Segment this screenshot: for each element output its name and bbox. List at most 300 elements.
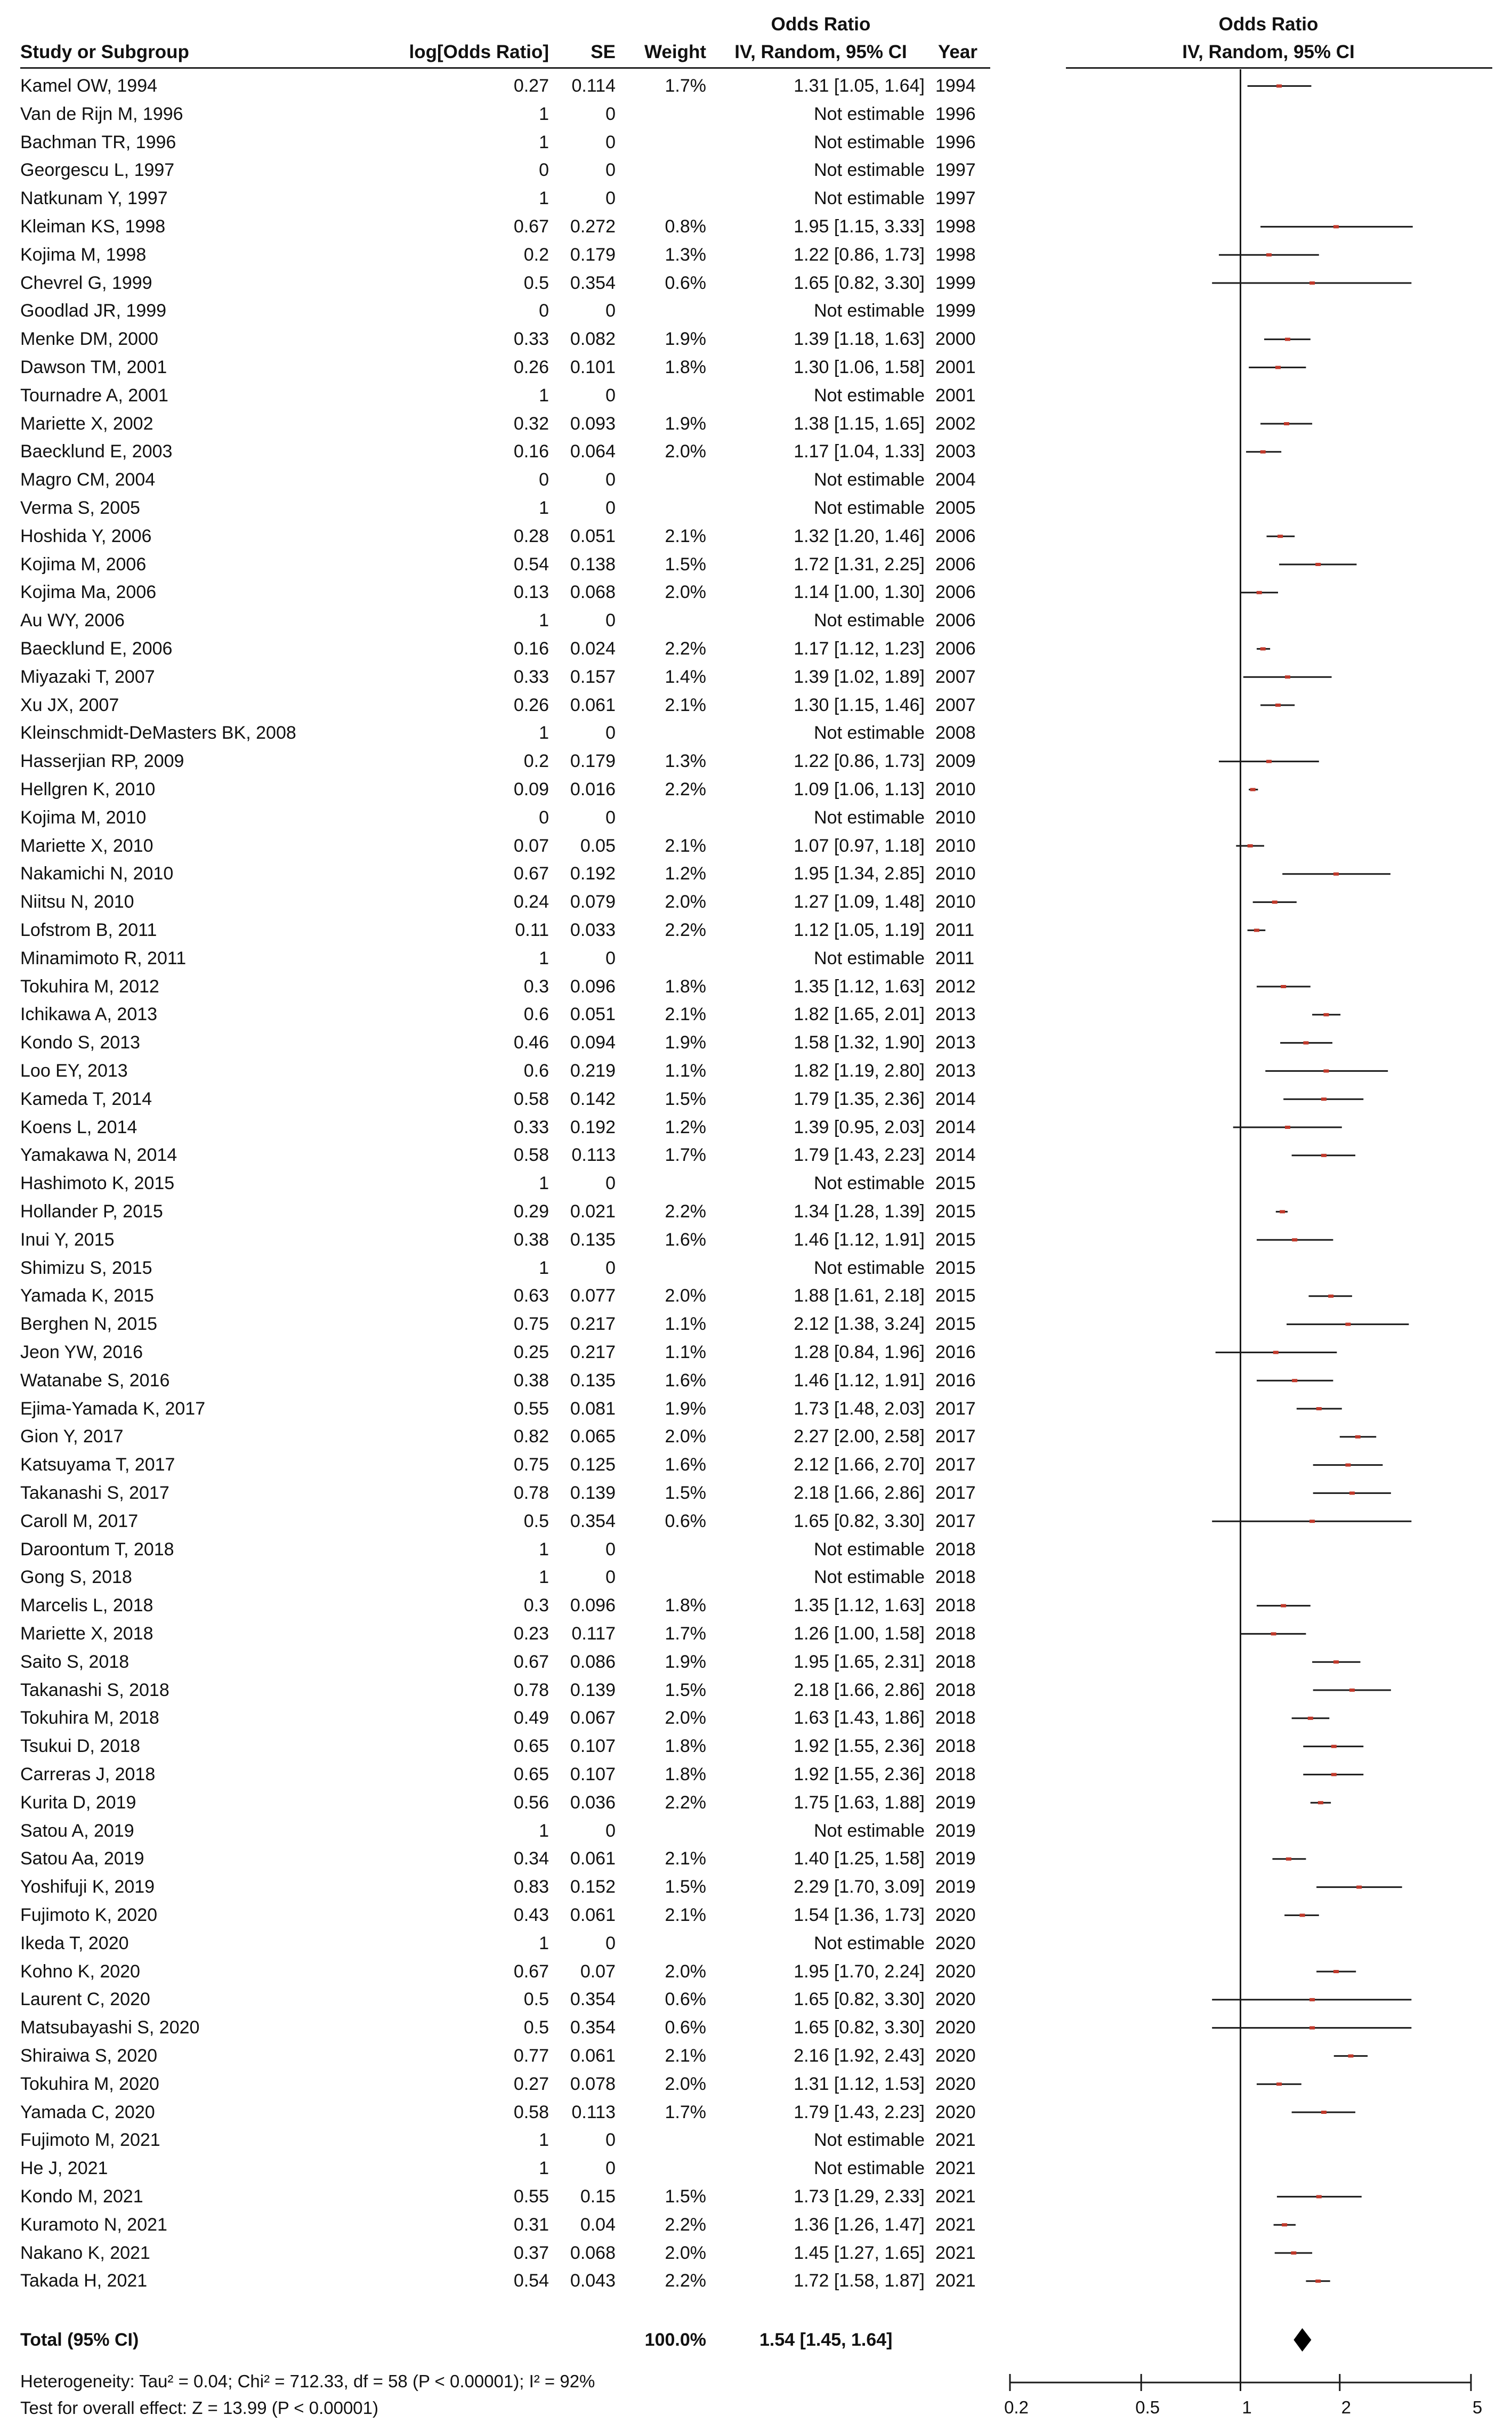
- standard-error: 0.04: [580, 2214, 616, 2235]
- study-year: 2017: [935, 1511, 976, 1531]
- log-odds-ratio: 0.67: [513, 1651, 549, 1672]
- study-year: 2013: [935, 1061, 976, 1081]
- standard-error: 0.107: [570, 1736, 616, 1757]
- standard-error: 0.05: [580, 835, 616, 856]
- study-year: 1998: [935, 244, 976, 265]
- study-year: 2019: [935, 1848, 976, 1869]
- study-year: 2001: [935, 357, 976, 377]
- log-odds-ratio: 0.55: [513, 2186, 549, 2207]
- study-year: 2013: [935, 1004, 976, 1025]
- log-odds-ratio: 1: [539, 498, 549, 518]
- log-odds-ratio: 0.49: [513, 1708, 549, 1729]
- study-name: Kondo S, 2013: [20, 1032, 140, 1053]
- study-weight: 1.9%: [665, 1398, 706, 1419]
- study-name: Koens L, 2014: [20, 1117, 138, 1137]
- study-year: 1999: [935, 272, 976, 293]
- study-point-estimate: [1260, 450, 1266, 454]
- odds-ratio-ci: 1.26 [1.00, 1.58]: [794, 1624, 925, 1644]
- standard-error: 0.354: [570, 1989, 616, 2010]
- study-point-estimate: [1321, 1097, 1327, 1101]
- log-odds-ratio: 0.5: [523, 272, 549, 293]
- study-name: Kuramoto N, 2021: [20, 2214, 167, 2235]
- study-name: Chevrel G, 1999: [20, 272, 152, 293]
- study-point-estimate: [1285, 1126, 1290, 1129]
- standard-error: 0.217: [570, 1342, 616, 1362]
- odds-ratio-ci: Not estimable: [814, 160, 925, 181]
- plot-header-title: Odds Ratio: [1218, 14, 1319, 35]
- odds-ratio-ci: Not estimable: [814, 948, 925, 968]
- log-odds-ratio: 0.37: [513, 2242, 549, 2263]
- study-point-estimate: [1333, 1660, 1339, 1663]
- standard-error: 0: [605, 103, 616, 124]
- x-tick-label: 0.5: [1135, 2397, 1160, 2417]
- study-year: 2021: [935, 2271, 976, 2291]
- standard-error: 0: [605, 1567, 616, 1588]
- study-weight: 2.2%: [665, 1201, 706, 1222]
- study-year: 2013: [935, 1032, 976, 1053]
- odds-ratio-ci: 2.27 [2.00, 2.58]: [794, 1426, 925, 1447]
- study-year: 2021: [935, 2186, 976, 2207]
- standard-error: 0.354: [570, 1511, 616, 1531]
- study-name: Bachman TR, 1996: [20, 132, 176, 152]
- odds-ratio-ci: 1.65 [0.82, 3.30]: [794, 1511, 925, 1531]
- study-point-estimate: [1303, 1041, 1308, 1045]
- study-point-estimate: [1250, 788, 1256, 791]
- study-weight: 1.2%: [665, 863, 706, 884]
- standard-error: 0.219: [570, 1061, 616, 1081]
- study-name: Katsuyama T, 2017: [20, 1455, 175, 1475]
- odds-ratio-ci: Not estimable: [814, 723, 925, 744]
- study-name: Georgescu L, 1997: [20, 160, 175, 181]
- study-point-estimate: [1309, 1998, 1315, 2001]
- standard-error: 0.061: [570, 694, 616, 715]
- study-year: 2018: [935, 1708, 976, 1729]
- odds-ratio-ci: 1.79 [1.35, 2.36]: [794, 1088, 925, 1109]
- standard-error: 0: [605, 948, 616, 968]
- log-odds-ratio: 0.58: [513, 1145, 549, 1166]
- standard-error: 0: [605, 2130, 616, 2151]
- log-odds-ratio: 1: [539, 610, 549, 631]
- study-point-estimate: [1292, 1379, 1297, 1382]
- log-odds-ratio: 0.58: [513, 1088, 549, 1109]
- log-odds-ratio: 0.27: [513, 2073, 549, 2094]
- study-weight: 2.0%: [665, 1286, 706, 1306]
- standard-error: 0: [605, 385, 616, 406]
- study-year: 2006: [935, 639, 976, 659]
- log-odds-ratio: 0: [539, 470, 549, 490]
- standard-error: 0.179: [570, 751, 616, 772]
- standard-error: 0: [605, 1257, 616, 1278]
- study-year: 1999: [935, 301, 976, 321]
- odds-ratio-ci: Not estimable: [814, 301, 925, 321]
- study-name: Watanabe S, 2016: [20, 1370, 170, 1391]
- standard-error: 0.125: [570, 1455, 616, 1475]
- log-odds-ratio: 0.67: [513, 863, 549, 884]
- log-odds-ratio: 0.58: [513, 2102, 549, 2122]
- study-weight: 2.0%: [665, 2242, 706, 2263]
- study-weight: 2.1%: [665, 1905, 706, 1925]
- study-weight: 1.9%: [665, 413, 706, 434]
- study-name: Yoshifuji K, 2019: [20, 1877, 155, 1897]
- study-weight: 0.6%: [665, 2017, 706, 2038]
- study-year: 1997: [935, 160, 976, 181]
- standard-error: 0: [605, 132, 616, 152]
- study-year: 2018: [935, 1567, 976, 1588]
- study-point-estimate: [1273, 1351, 1279, 1354]
- study-year: 2020: [935, 1961, 976, 1982]
- study-name: Nakamichi N, 2010: [20, 863, 174, 884]
- odds-ratio-ci: Not estimable: [814, 103, 925, 124]
- standard-error: 0.082: [570, 329, 616, 350]
- study-weight: 0.6%: [665, 1989, 706, 2010]
- study-year: 2008: [935, 723, 976, 744]
- study-weight: 1.2%: [665, 1117, 706, 1137]
- odds-ratio-ci: 1.07 [0.97, 1.18]: [794, 835, 925, 856]
- study-weight: 2.1%: [665, 1848, 706, 1869]
- study-name: Kohno K, 2020: [20, 1961, 140, 1982]
- log-odds-ratio: 0.54: [513, 554, 549, 575]
- study-weight: 1.8%: [665, 1764, 706, 1784]
- header-se: SE: [591, 42, 616, 62]
- odds-ratio-ci: 1.82 [1.65, 2.01]: [794, 1004, 925, 1025]
- study-point-estimate: [1260, 647, 1266, 650]
- study-year: 2005: [935, 498, 976, 518]
- log-odds-ratio: 0.32: [513, 413, 549, 434]
- study-name: Daroontum T, 2018: [20, 1539, 174, 1560]
- study-name: Tokuhira M, 2018: [20, 1708, 159, 1729]
- standard-error: 0: [605, 807, 616, 828]
- standard-error: 0.135: [570, 1370, 616, 1391]
- standard-error: 0.068: [570, 582, 616, 603]
- study-name: Kleiman KS, 1998: [20, 216, 166, 237]
- study-year: 2020: [935, 1989, 976, 2010]
- study-point-estimate: [1285, 338, 1290, 341]
- log-odds-ratio: 0.83: [513, 1877, 549, 1897]
- study-weight: 2.0%: [665, 582, 706, 603]
- standard-error: 0: [605, 188, 616, 209]
- odds-ratio-ci: Not estimable: [814, 1567, 925, 1588]
- study-weight: 2.2%: [665, 1792, 706, 1813]
- study-point-estimate: [1285, 675, 1290, 679]
- study-name: Matsubayashi S, 2020: [20, 2017, 200, 2038]
- odds-ratio-ci: 1.92 [1.55, 2.36]: [794, 1764, 925, 1784]
- study-year: 2007: [935, 666, 976, 687]
- study-name: Laurent C, 2020: [20, 1989, 150, 2010]
- odds-ratio-ci: Not estimable: [814, 2158, 925, 2179]
- study-year: 2021: [935, 2130, 976, 2151]
- odds-ratio-ci: 1.28 [0.84, 1.96]: [794, 1342, 925, 1362]
- study-year: 2021: [935, 2242, 976, 2263]
- study-point-estimate: [1266, 253, 1272, 256]
- study-year: 2010: [935, 892, 976, 912]
- study-point-estimate: [1315, 563, 1321, 566]
- standard-error: 0.272: [570, 216, 616, 237]
- study-weight: 1.6%: [665, 1229, 706, 1250]
- study-year: 2014: [935, 1117, 976, 1137]
- study-point-estimate: [1309, 1520, 1315, 1523]
- log-odds-ratio: 1: [539, 1567, 549, 1588]
- standard-error: 0.113: [571, 1145, 616, 1166]
- log-odds-ratio: 0.75: [513, 1314, 549, 1335]
- study-point-estimate: [1266, 760, 1272, 763]
- study-name: Nakano K, 2021: [20, 2242, 150, 2263]
- standard-error: 0.081: [570, 1398, 616, 1419]
- odds-ratio-ci: 1.39 [1.18, 1.63]: [794, 329, 925, 350]
- odds-ratio-ci: 1.12 [1.05, 1.19]: [794, 920, 925, 940]
- x-tick-label: 5: [1472, 2397, 1483, 2417]
- study-weight: 1.7%: [665, 1624, 706, 1644]
- standard-error: 0.117: [571, 1624, 616, 1644]
- study-year: 2012: [935, 976, 976, 997]
- study-point-estimate: [1333, 873, 1339, 876]
- study-point-estimate: [1291, 2251, 1296, 2255]
- study-year: 2018: [935, 1624, 976, 1644]
- study-year: 1996: [935, 132, 976, 152]
- study-point-estimate: [1277, 535, 1283, 538]
- study-name: Marcelis L, 2018: [20, 1595, 153, 1616]
- standard-error: 0: [605, 1173, 616, 1194]
- standard-error: 0.217: [570, 1314, 616, 1335]
- standard-error: 0: [605, 2158, 616, 2179]
- log-odds-ratio: 0.33: [513, 1117, 549, 1137]
- study-point-estimate: [1323, 1013, 1329, 1016]
- standard-error: 0.139: [570, 1483, 616, 1503]
- study-name: Mariette X, 2010: [20, 835, 153, 856]
- odds-ratio-ci: 1.79 [1.43, 2.23]: [794, 1145, 925, 1166]
- study-weight: 1.7%: [665, 76, 706, 96]
- study-name: Mariette X, 2018: [20, 1624, 153, 1644]
- study-point-estimate: [1323, 1069, 1329, 1072]
- standard-error: 0.135: [570, 1229, 616, 1250]
- log-odds-ratio: 0.2: [523, 244, 549, 265]
- overall-effect-text: Test for overall effect: Z = 13.99 (P < 0.00001): [20, 2398, 379, 2418]
- study-year: 2016: [935, 1342, 976, 1362]
- study-weight: 1.3%: [665, 751, 706, 772]
- study-name: Magro CM, 2004: [20, 470, 156, 490]
- log-odds-ratio: 0.55: [513, 1398, 549, 1419]
- study-point-estimate: [1321, 2111, 1327, 2114]
- study-year: 2007: [935, 694, 976, 715]
- x-tick-label: 1: [1242, 2397, 1252, 2417]
- study-name: Tournadre A, 2001: [20, 385, 168, 406]
- study-point-estimate: [1318, 1801, 1323, 1804]
- study-year: 2019: [935, 1792, 976, 1813]
- standard-error: 0.07: [580, 1961, 616, 1982]
- log-odds-ratio: 1: [539, 723, 549, 744]
- study-point-estimate: [1331, 1745, 1337, 1748]
- study-point-estimate: [1280, 1210, 1285, 1213]
- study-name: Miyazaki T, 2007: [20, 666, 155, 687]
- standard-error: 0.107: [570, 1764, 616, 1784]
- study-name: Baecklund E, 2006: [20, 639, 173, 659]
- odds-ratio-ci: 1.65 [0.82, 3.30]: [794, 272, 925, 293]
- standard-error: 0.354: [570, 2017, 616, 2038]
- odds-ratio-ci: 1.45 [1.27, 1.65]: [794, 2242, 925, 2263]
- study-point-estimate: [1355, 1435, 1361, 1439]
- odds-ratio-ci: 1.31 [1.05, 1.64]: [794, 76, 925, 96]
- study-point-estimate: [1284, 422, 1289, 425]
- log-odds-ratio: 0.65: [513, 1764, 549, 1784]
- study-weight: 2.1%: [665, 2046, 706, 2066]
- standard-error: 0.079: [570, 892, 616, 912]
- study-name: Baecklund E, 2003: [20, 441, 173, 462]
- study-weight: 2.0%: [665, 1961, 706, 1982]
- odds-ratio-ci: 1.46 [1.12, 1.91]: [794, 1370, 925, 1391]
- study-weight: 2.1%: [665, 835, 706, 856]
- study-name: Niitsu N, 2010: [20, 892, 134, 912]
- odds-ratio-ci: Not estimable: [814, 132, 925, 152]
- log-odds-ratio: 1: [539, 2130, 549, 2151]
- study-name: Tokuhira M, 2012: [20, 976, 159, 997]
- study-weight: 1.9%: [665, 329, 706, 350]
- standard-error: 0.065: [570, 1426, 616, 1447]
- odds-ratio-ci: 1.82 [1.19, 2.80]: [794, 1061, 925, 1081]
- study-point-estimate: [1345, 1464, 1351, 1467]
- study-weight: 2.2%: [665, 920, 706, 940]
- study-year: 2015: [935, 1286, 976, 1306]
- log-odds-ratio: 0.27: [513, 76, 549, 96]
- standard-error: 0.061: [570, 1848, 616, 1869]
- standard-error: 0.033: [570, 920, 616, 940]
- study-weight: 1.5%: [665, 1877, 706, 1897]
- study-weight: 2.0%: [665, 1708, 706, 1729]
- study-name: Caroll M, 2017: [20, 1511, 139, 1531]
- odds-ratio-ci: Not estimable: [814, 1539, 925, 1560]
- study-weight: 1.3%: [665, 244, 706, 265]
- study-weight: 2.1%: [665, 526, 706, 546]
- odds-ratio-ci: 1.32 [1.20, 1.46]: [794, 526, 925, 546]
- log-odds-ratio: 0.54: [513, 2271, 549, 2291]
- study-point-estimate: [1254, 928, 1259, 932]
- study-name: Kojima M, 1998: [20, 244, 147, 265]
- study-year: 2018: [935, 1764, 976, 1784]
- study-point-estimate: [1286, 1857, 1291, 1861]
- study-weight: 1.6%: [665, 1370, 706, 1391]
- study-year: 2020: [935, 2046, 976, 2066]
- odds-ratio-ci: 1.31 [1.12, 1.53]: [794, 2073, 925, 2094]
- study-year: 2000: [935, 329, 976, 350]
- total-weight: 100.0%: [644, 2330, 706, 2350]
- study-year: 2011: [935, 920, 975, 940]
- odds-ratio-ci: 2.18 [1.66, 2.86]: [794, 1679, 925, 1700]
- standard-error: 0: [605, 160, 616, 181]
- log-odds-ratio: 0.65: [513, 1736, 549, 1757]
- odds-ratio-ci: 1.30 [1.15, 1.46]: [794, 694, 925, 715]
- standard-error: 0.086: [570, 1651, 616, 1672]
- log-odds-ratio: 0.34: [513, 1848, 549, 1869]
- study-name: Satou A, 2019: [20, 1820, 134, 1841]
- odds-ratio-ci: 1.65 [0.82, 3.30]: [794, 2017, 925, 2038]
- log-odds-ratio: 0.13: [513, 582, 549, 603]
- standard-error: 0.016: [570, 779, 616, 799]
- standard-error: 0: [605, 1820, 616, 1841]
- odds-ratio-ci: Not estimable: [814, 1257, 925, 1278]
- study-name: Yamada K, 2015: [20, 1286, 154, 1306]
- log-odds-ratio: 0.29: [513, 1201, 549, 1222]
- odds-ratio-ci: Not estimable: [814, 188, 925, 209]
- odds-ratio-ci: 1.63 [1.43, 1.86]: [794, 1708, 925, 1729]
- odds-ratio-ci: 1.34 [1.28, 1.39]: [794, 1201, 925, 1222]
- odds-ratio-ci: Not estimable: [814, 1933, 925, 1953]
- study-year: 2014: [935, 1145, 976, 1166]
- log-odds-ratio: 0.26: [513, 694, 549, 715]
- study-name: He J, 2021: [20, 2158, 108, 2179]
- odds-ratio-ci: 1.73 [1.48, 2.03]: [794, 1398, 925, 1419]
- study-weight: 1.8%: [665, 1595, 706, 1616]
- log-odds-ratio: 1: [539, 103, 549, 124]
- study-weight: 1.5%: [665, 1483, 706, 1503]
- study-name: Ichikawa A, 2013: [20, 1004, 158, 1025]
- study-weight: 1.5%: [665, 1088, 706, 1109]
- standard-error: 0.077: [570, 1286, 616, 1306]
- study-name: Kurita D, 2019: [20, 1792, 136, 1813]
- odds-ratio-ci: 1.17 [1.04, 1.33]: [794, 441, 925, 462]
- log-odds-ratio: 0.75: [513, 1455, 549, 1475]
- odds-ratio-ci: Not estimable: [814, 2130, 925, 2151]
- study-name: Jeon YW, 2016: [20, 1342, 143, 1362]
- study-weight: 1.1%: [665, 1061, 706, 1081]
- study-year: 2010: [935, 779, 976, 799]
- study-name: Shiraiwa S, 2020: [20, 2046, 158, 2066]
- study-name: Ikeda T, 2020: [20, 1933, 129, 1953]
- standard-error: 0.152: [570, 1877, 616, 1897]
- study-name: Berghen N, 2015: [20, 1314, 158, 1335]
- standard-error: 0.061: [570, 2046, 616, 2066]
- study-point-estimate: [1308, 1717, 1313, 1720]
- standard-error: 0.051: [570, 1004, 616, 1025]
- odds-ratio-ci: 1.35 [1.12, 1.63]: [794, 1595, 925, 1616]
- study-name: Verma S, 2005: [20, 498, 140, 518]
- log-odds-ratio: 1: [539, 385, 549, 406]
- study-weight: 2.0%: [665, 1426, 706, 1447]
- standard-error: 0.064: [570, 441, 616, 462]
- odds-ratio-ci: 1.36 [1.26, 1.47]: [794, 2214, 925, 2235]
- study-name: Fujimoto M, 2021: [20, 2130, 160, 2151]
- log-odds-ratio: 0.25: [513, 1342, 549, 1362]
- odds-ratio-ci: 1.72 [1.58, 1.87]: [794, 2271, 925, 2291]
- study-weight: 0.6%: [665, 1511, 706, 1531]
- odds-ratio-ci: 1.95 [1.65, 2.31]: [794, 1651, 925, 1672]
- study-year: 1998: [935, 216, 976, 237]
- log-odds-ratio: 0.46: [513, 1032, 549, 1053]
- log-odds-ratio: 0.5: [523, 1511, 549, 1531]
- study-weight: 2.2%: [665, 2214, 706, 2235]
- study-name: Takanashi S, 2017: [20, 1483, 169, 1503]
- odds-ratio-ci: Not estimable: [814, 498, 925, 518]
- log-odds-ratio: 0.23: [513, 1624, 549, 1644]
- odds-ratio-ci: 2.12 [1.66, 2.70]: [794, 1455, 925, 1475]
- study-weight: 1.5%: [665, 1679, 706, 1700]
- odds-ratio-ci: Not estimable: [814, 807, 925, 828]
- study-name: Tsukui D, 2018: [20, 1736, 140, 1757]
- study-year: 2010: [935, 807, 976, 828]
- odds-ratio-ci: 1.46 [1.12, 1.91]: [794, 1229, 925, 1250]
- odds-ratio-ci: 1.30 [1.06, 1.58]: [794, 357, 925, 377]
- study-year: 2006: [935, 554, 976, 575]
- odds-ratio-ci: 2.29 [1.70, 3.09]: [794, 1877, 925, 1897]
- odds-ratio-ci: Not estimable: [814, 1173, 925, 1194]
- study-point-estimate: [1316, 2195, 1322, 2198]
- study-point-estimate: [1276, 84, 1282, 87]
- study-name: Inui Y, 2015: [20, 1229, 115, 1250]
- study-name: Hollander P, 2015: [20, 1201, 163, 1222]
- log-odds-ratio: 1: [539, 948, 549, 968]
- log-odds-ratio: 0.63: [513, 1286, 549, 1306]
- standard-error: 0.114: [571, 76, 616, 96]
- study-year: 2021: [935, 2214, 976, 2235]
- log-odds-ratio: 0.38: [513, 1370, 549, 1391]
- standard-error: 0.354: [570, 272, 616, 293]
